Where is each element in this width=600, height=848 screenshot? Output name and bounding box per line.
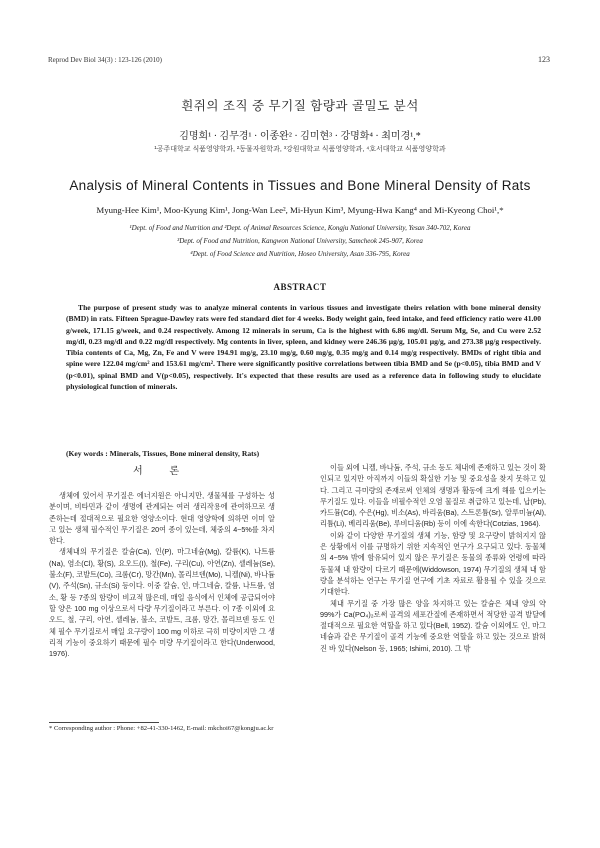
left-column: [49, 490, 275, 659]
intro-paragraph-2: 생체내의 무기질은 칼슘(Ca), 인(P), 마그네슘(Mg), 칼륨(K), 나트륨(Na), 염소(Cl), 황(S), 요오드(I), 철(Fe), 구리(Cu), 아연(Zn), 셀레늄(Se), 불소(F), 코발트(Co), 크롬(Cr), 망간(Mn), 몰리브덴(Mo), 니켈(Ni), 바나듐(V), 주석(Sn), 규소(Si) 등이다. 이중 칼슘, 인, 마그네슘, 칼륨, 나트륨, 염소, 황 등 7종의 함량이 비교적 많은데, 매일 음식에서 인체에 공급되어야 할 양은 100 mg 이상으로서 다량 무기질이라고 부른다. 이 7종 이외에 요오드, 철, 구리, 아연, 셀레늄, 불소, 코발트, 크롬, 망간, 몰리브덴 등도 인체 필수 무기질로서 매일 요구량이 100 mg 이하로 극히 미량이지만 그 생리적 기능이 중요하기 때문에 필수 미량 무기질이라고 한다(Underwood, 1976).: [49, 547, 275, 659]
english-affiliation-3: ⁴Dept. of Food Science and Nutrition, Hoseo University, Asan 336-795, Korea: [190, 250, 410, 258]
korean-title: 흰쥐의 조직 중 무기질 함량과 골밀도 분석: [181, 99, 419, 113]
page-number: 123: [538, 55, 550, 64]
english-affiliation-1: ¹Dept. of Food and Nutrition and ²Dept. of Animal Resources Science, Kongju National University, Yesan 340-702, Korea: [129, 224, 471, 232]
abstract-heading: ABSTRACT: [273, 282, 327, 292]
intro-paragraph-4: 이와 같이 다양한 무기질의 생체 기능, 함량 및 요구량이 밝혀지지 않은 상황에서 이를 규명하기 위한 지속적인 연구가 요구되고 있다. 동물체의 4~5% 밖에 함유되어 있지 않은 무기질은 동물의 종류와 연령에 따라 동물체 내 함량이 다르기 때문에(Widdowson, 1974) 무기질의 생체 내 함량을 분석하는 연구는 무기질 연구에 기초 자료로 활용될 수 있을 것으로 기대한다.: [320, 530, 546, 597]
keywords: (Key words : Minerals, Tissues, Bone mineral density, Rats): [66, 449, 260, 458]
footnote-divider: [49, 722, 159, 723]
journal-citation: Reprod Dev Biol 34(3) : 123-126 (2010): [48, 56, 162, 64]
english-authors: Myung-Hee Kim¹, Moo-Kyung Kim¹, Jong-Wan Lee², Mi-Hyun Kim³, Myung-Hwa Kang⁴ and Mi-Kyeong Choi¹,*: [96, 205, 504, 215]
korean-affiliations: ¹공주대학교 식품영양학과, ²동물자원학과, ³강원대학교 식품영양학과, ⁴호서대학교 식품영양학과: [154, 146, 446, 153]
english-title: Analysis of Mineral Contents in Tissues and Bone Mineral Density of Rats: [69, 178, 531, 193]
section-heading-introduction: 서 론: [132, 466, 192, 477]
abstract-body: The purpose of present study was to analyze mineral contents in various tissues and investigate theirs relation with bone mineral density (BMD) in rats. Fifteen Sprague-Dawley rats were fed standard diet for 4 weeks. Body weight gain, feed intake, and feed efficiency ratio were 41.00 g/week, 171.15 g/week, and 0.24 respectively. Among 12 minerals in serum, Ca is the highest with 6.86 mg/dl. Serum Mg, Se, and Cu were 2.52 mg/dl, 0.23 mg/dl and 0.22 mg/dl respectively. Mg contents in liver, spleen, and kidney were 246.36 μg/g, 105.01 μg/g, and 273.38 μg/g respectively. Tibia contents of Ca, Mg, Zn, Fe and V were 194.91 mg/g, 23.10 mg/g, 0.60 mg/g, 0.35 mg/g and 0.14 mg/g respectively. BMDs of right tibia and spine were 122.04 mg/cm² and 153.61 mg/cm². There were significantly positive correlations between tibia BMD and Se (p<0.05), tibia BMD and V (p<0.01), spinal BMD and V(p<0.05), respectively. It's expected that these results are used as a reference data in following study to elucidate physiological function of minerals.: [66, 303, 541, 392]
korean-authors: 김명희¹ · 김무경¹ · 이종완² · 김미현³ · 강명화⁴ · 최미경¹,*: [179, 131, 421, 142]
intro-paragraph-1: 생체에 있어서 무기질은 에너지원은 아니지만, 생물체를 구성하는 성분이며, 비타민과 같이 생명에 관계되는 여러 생리작용에 관여하므로 생존하는데 절대적으로 필요한 영양소이다. 현대 영양학에 의하면 이미 알고 있는 생체 필수적인 무기질은 20여 종이 있는데, 체중의 4~5%를 차지한다.: [49, 491, 275, 546]
corresponding-author-footnote: * Corresponding author : Phone: +82-41-330-1462, E-mail: mkchoi67@kongju.ac.kr: [49, 725, 274, 732]
intro-paragraph-3: 이들 외에 니켈, 바나듐, 주석, 규소 등도 체내에 존재하고 있는 것이 확인되고 있지만 아직까지 이들의 확실한 기능 및 중요성을 찾지 못하고 있다. 그리고 극미량의 존재로써 인체의 생명과 활동에 크게 해를 입으키는 무기질도 있다. 이들을 비필수적인 오염 물질로 취급하고 있는데, 납(Pb), 카드뮴(Cd), 수은(Hg), 비소(As), 바리움(Ba), 스트론튬(Sr), 알루미늄(Al), 리튬(Li), 베리리움(Be), 루비디움(Rb) 등이 이에 속한다(Cotzias, 1964).: [320, 463, 546, 529]
right-column: [320, 462, 546, 654]
intro-paragraph-5: 체내 무기질 중 가장 많은 양을 차지하고 있는 칼슘은 체내 양의 약 99%가 Ca(PO₄)₂로써 골격의 세포간질에 존재하면서 적당한 골격 발달에 절대적으로 필요한 역할을 하고 있다(Bell, 1952). 칼슘 이외에도 인, 마그네슘과 같은 무기질이 골격 기능에 중요한 역할을 하고 있는 것으로 밝혀진 바 있다(Nelson 등, 1965; Ishimi, 2010). 그 밖: [320, 598, 546, 653]
english-affiliation-2: ³Dept. of Food and Nutrition, Kangwon National University, Samcheok 245-907, Korea: [177, 237, 423, 245]
